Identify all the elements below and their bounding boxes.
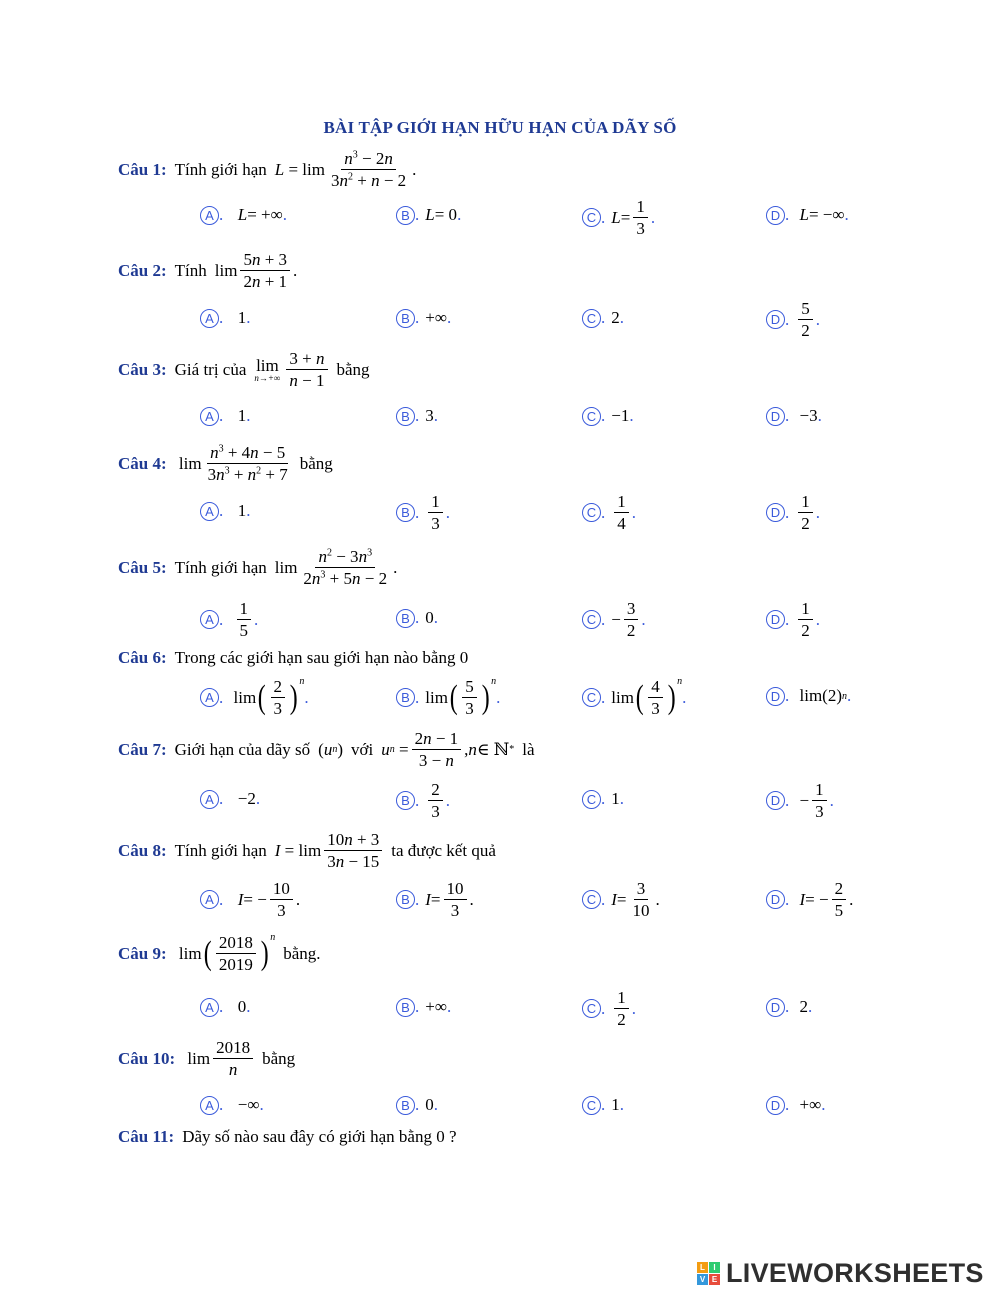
- option-a[interactable]: A . L = +∞ .: [200, 205, 293, 225]
- question-label: Câu 11:: [118, 1127, 175, 1146]
- option-badge: B: [396, 688, 415, 707]
- option-badge: C: [582, 1096, 601, 1115]
- question-label: Câu 5:: [118, 557, 167, 577]
- option-badge: D: [766, 310, 785, 329]
- formula: lim $\frac{2018}{n}$: [183, 1037, 256, 1081]
- logo-grid-cell: E: [709, 1274, 720, 1285]
- logo-grid-icon: [697, 1262, 720, 1285]
- option-c[interactable]: C . lim ( $\frac{4}{3}$ ) $^n$ .: [582, 676, 692, 720]
- option-a[interactable]: A . lim ( $\frac{2}{3}$ ) $^n$ .: [200, 676, 315, 720]
- option-a[interactable]: A . 1 .: [200, 308, 257, 328]
- formula: lim n→+∞ $\frac{3 + n}{n - 1}$: [254, 348, 330, 392]
- question-8: [118, 829, 504, 873]
- option-b[interactable]: B . lim ( $\frac{5}{3}$ ) $^n$ .: [396, 676, 506, 720]
- option-badge: D: [766, 791, 785, 810]
- question-1: [118, 148, 416, 192]
- logo-grid-cell: L: [697, 1262, 708, 1273]
- question-9: [118, 932, 329, 976]
- option-c[interactable]: C . 2 .: [582, 308, 630, 328]
- option-badge: B: [396, 206, 415, 225]
- option-badge: D: [766, 687, 785, 706]
- question-text: Tính giới hạn: [174, 159, 267, 179]
- option-c[interactable]: C . −1 .: [582, 406, 640, 426]
- option-b[interactable]: B . I = $\frac{10}{3}$ .: [396, 878, 474, 922]
- question-text: Giới hạn của dãy số: [174, 739, 311, 759]
- option-c[interactable]: C . L = $\frac{1}{3}$ .: [582, 196, 661, 240]
- option-d[interactable]: D . lim(2) n .: [766, 686, 857, 706]
- option-b[interactable]: B . L = 0 .: [396, 205, 467, 225]
- option-badge: A: [200, 890, 219, 909]
- option-badge: C: [582, 503, 601, 522]
- option-badge: C: [582, 999, 601, 1018]
- option-badge: B: [396, 309, 415, 328]
- question-2: [118, 249, 297, 293]
- option-badge: D: [766, 998, 785, 1017]
- question-text: Tính giới hạn: [174, 557, 267, 577]
- option-badge: B: [396, 503, 415, 522]
- formula: lim ( $\frac{2018}{2019}$ ) $^n$: [174, 932, 276, 975]
- option-b[interactable]: B . 0 .: [396, 608, 444, 628]
- option-b[interactable]: B . $\frac{2}{3}$ .: [396, 779, 456, 823]
- option-badge: B: [396, 890, 415, 909]
- page-title: BÀI TẬP GIỚI HẠN HỮU HẠN CỦA DÃY SỐ: [323, 118, 677, 137]
- option-badge: A: [200, 309, 219, 328]
- option-badge: A: [200, 610, 219, 629]
- question-text-after: bằng: [299, 453, 333, 473]
- option-badge: A: [200, 998, 219, 1017]
- option-a[interactable]: A . I = − $\frac{10}{3}$ .: [200, 878, 300, 922]
- question-5: [118, 546, 397, 590]
- liveworksheets-logo: [697, 1258, 984, 1289]
- option-badge: A: [200, 1096, 219, 1115]
- question-text-after: là: [522, 739, 535, 759]
- question-label: Câu 9:: [118, 943, 167, 963]
- option-badge: D: [766, 890, 785, 909]
- question-4: [118, 442, 341, 486]
- option-b[interactable]: B . 0 .: [396, 1095, 444, 1115]
- question-label: Câu 4:: [118, 453, 167, 473]
- option-d[interactable]: D . 2 .: [766, 997, 818, 1017]
- option-c[interactable]: C . $\frac{1}{2}$ .: [582, 987, 642, 1031]
- option-badge: B: [396, 998, 415, 1017]
- option-c[interactable]: C . 1 .: [582, 1095, 630, 1115]
- formula: u n = $\frac{2n - 1}{3 - n}$ , n ∈ ℕ *: [381, 729, 515, 771]
- option-a[interactable]: A . 1 .: [200, 406, 257, 426]
- logo-grid-cell: V: [697, 1274, 708, 1285]
- question-text-after: bằng: [336, 359, 370, 379]
- option-badge: D: [766, 407, 785, 426]
- question-text-after: ta được kết quả: [391, 840, 496, 860]
- option-a[interactable]: A . $\frac{1}{5}$ .: [200, 598, 264, 642]
- option-badge: B: [396, 1096, 415, 1115]
- option-badge: D: [766, 610, 785, 629]
- question-text: Giá trị của: [174, 359, 247, 379]
- option-badge: D: [766, 503, 785, 522]
- formula: L = lim $\frac{n^3 - 2n}{3n^2 + n - 2}$ .: [274, 149, 417, 191]
- option-d[interactable]: D . L = −∞ .: [766, 205, 855, 225]
- question-label: Câu 8:: [118, 840, 167, 860]
- question-label: Câu 6:: [118, 648, 167, 667]
- question-label: Câu 3:: [118, 359, 167, 379]
- question-3: [118, 348, 378, 392]
- option-c[interactable]: C . 1 .: [582, 789, 630, 809]
- option-c[interactable]: C . − $\frac{3}{2}$ .: [582, 598, 652, 642]
- option-badge: C: [582, 309, 601, 328]
- option-badge: C: [582, 610, 601, 629]
- option-badge: A: [200, 790, 219, 809]
- question-text-after: bằng: [262, 1048, 296, 1068]
- question-label: Câu 2:: [118, 260, 167, 280]
- question-label: Câu 10:: [118, 1048, 176, 1068]
- option-badge: A: [200, 688, 219, 707]
- question-text-after: bằng.: [283, 943, 321, 963]
- option-b[interactable]: B . $\frac{1}{3}$ .: [396, 491, 456, 535]
- option-badge: C: [582, 790, 601, 809]
- option-d[interactable]: D . − $\frac{1}{3}$ .: [766, 779, 840, 823]
- option-badge: D: [766, 206, 785, 225]
- formula: I = lim $\frac{10n + 3}{3n - 15}$: [275, 829, 386, 873]
- question-text: Tính: [174, 260, 207, 280]
- option-a[interactable]: A . −∞ .: [200, 1095, 270, 1115]
- option-d[interactable]: D . $\frac{1}{2}$ .: [766, 598, 826, 642]
- formula: lim $\frac{n^3 + 4n - 5}{3n^3 + n^2 + 7}$: [174, 443, 288, 485]
- question-text-mid: với: [351, 739, 374, 759]
- option-badge: A: [200, 206, 219, 225]
- option-d[interactable]: D . −3 .: [766, 406, 828, 426]
- question-7: [118, 728, 543, 772]
- option-badge: C: [582, 890, 601, 909]
- logo-grid-cell: I: [709, 1262, 720, 1273]
- option-badge: C: [582, 407, 601, 426]
- option-badge: B: [396, 407, 415, 426]
- option-a[interactable]: A . 0 .: [200, 997, 257, 1017]
- option-a[interactable]: A . −2 .: [200, 789, 266, 809]
- option-badge: C: [582, 688, 601, 707]
- option-b[interactable]: B . +∞ .: [396, 308, 457, 328]
- question-6: [118, 648, 476, 668]
- option-badge: A: [200, 502, 219, 521]
- formula: lim $\frac{n^2 - 3n^3}{2n^3 + 5n - 2}$ .: [274, 547, 398, 589]
- question-11: [118, 1127, 465, 1147]
- option-c[interactable]: C . $\frac{1}{4}$ .: [582, 491, 642, 535]
- option-d[interactable]: D . $\frac{1}{2}$ .: [766, 491, 826, 535]
- option-d[interactable]: D . I = − $\frac{2}{5}$ .: [766, 878, 853, 922]
- option-badge: B: [396, 791, 415, 810]
- question-text: Dãy số nào sau đây có giới hạn bằng 0 ?: [182, 1127, 457, 1146]
- formula-sequence: ( u n ): [318, 739, 344, 759]
- option-c[interactable]: C . I = $\frac{3}{10}$ .: [582, 878, 660, 922]
- question-label: Câu 7:: [118, 739, 167, 759]
- logo-text: LIVEWORKSHEETS: [726, 1258, 984, 1288]
- option-badge: D: [766, 1096, 785, 1115]
- option-badge: A: [200, 407, 219, 426]
- option-a[interactable]: A . 1 .: [200, 501, 257, 521]
- question-text: Trong các giới hạn sau giới hạn nào bằng 0: [174, 648, 469, 667]
- question-label: Câu 1:: [118, 159, 167, 179]
- option-b[interactable]: B . 3 .: [396, 406, 444, 426]
- question-text: Tính giới hạn: [174, 840, 267, 860]
- formula: lim $\frac{5n + 3}{2n + 1}$ .: [214, 250, 298, 292]
- question-10: [118, 1037, 303, 1081]
- option-b[interactable]: B . +∞ .: [396, 997, 457, 1017]
- option-d[interactable]: D . $\frac{5}{2}$ .: [766, 298, 826, 342]
- option-badge: C: [582, 208, 601, 227]
- option-badge: B: [396, 609, 415, 628]
- option-d[interactable]: D . +∞ .: [766, 1095, 831, 1115]
